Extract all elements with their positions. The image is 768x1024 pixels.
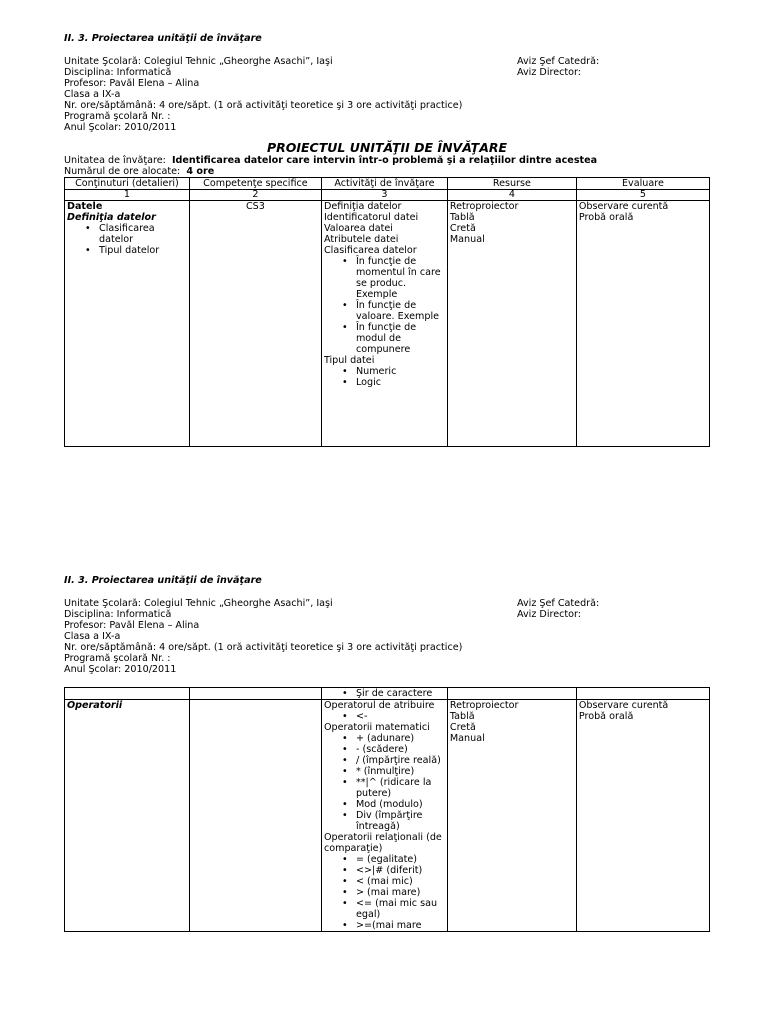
table-header-row (65, 178, 710, 190)
resource-item: Tablă (449, 711, 475, 722)
school-year-line: Anul Şcolar: 2010/2011 (64, 122, 177, 133)
activity-item: Definiţia datelor (323, 201, 402, 212)
content-subtitle: Definiţia datelor (67, 212, 156, 223)
contents-cell (65, 201, 190, 447)
list-item: • Clasificarea datelor (99, 223, 187, 245)
empty-cell (447, 688, 576, 700)
activity-sublist (324, 733, 445, 832)
list-item: • Tipul datelor (99, 245, 187, 256)
resource-item: Retroproiector (449, 700, 519, 711)
column-number: 1 (65, 190, 190, 201)
empty-cell (189, 688, 321, 700)
activity-item: Operatorul de atribuire (323, 700, 435, 711)
activity-sublist (324, 854, 445, 931)
project-title: PROIECTUL UNITĂŢII DE ÎNVĂŢARE (266, 140, 508, 155)
evaluation-item: Observare curentă (578, 201, 669, 212)
activity-item: Identificatorul datei (323, 212, 419, 223)
section-title: II. 3. Proiectarea unităţii de învăţare (64, 33, 262, 44)
school-line: Unitate Şcolară: Colegiul Tehnic „Gheorghe Asachi”, Iaşi (64, 56, 333, 67)
evaluation-item: Probă orală (578, 212, 634, 223)
column-header-evaluation: Evaluare (576, 178, 709, 190)
competence-cell: CS3 (189, 201, 321, 447)
class-line: Clasa a IX-a (64, 631, 121, 642)
activity-item: Atributele datei (323, 234, 399, 245)
class-line: Clasa a IX-a (64, 89, 121, 100)
resource-item: Cretă (449, 722, 476, 733)
contents-cell (65, 700, 190, 932)
document-header (64, 598, 710, 675)
school-year-line: Anul Şcolar: 2010/2011 (64, 664, 177, 675)
list-item: • Şir de caractere (356, 688, 445, 699)
learning-unit-table-continued (64, 687, 710, 932)
list-item: • >=(mai mare (356, 920, 445, 931)
hours-value: 4 ore (186, 166, 215, 177)
column-header-contents: Conţinuturi (detalieri) (65, 178, 190, 190)
list-item: • Numeric (356, 366, 445, 377)
activity-sublist (324, 366, 445, 388)
page-1 (64, 33, 710, 447)
activity-item: Tipul datei (323, 355, 375, 366)
activity-sublist (324, 256, 445, 355)
school-line: Unitate Şcolară: Colegiul Tehnic „Gheorghe Asachi”, Iaşi (64, 598, 333, 609)
evaluation-cell (576, 700, 709, 932)
teacher-line: Profesor: Pavăl Elena – Alina (64, 620, 200, 631)
evaluation-item: Probă orală (578, 711, 634, 722)
activities-cell (321, 201, 447, 447)
teacher-line: Profesor: Pavăl Elena – Alina (64, 78, 200, 89)
list-item: • > (mai mare) (356, 887, 445, 898)
list-item: • - (scădere) (356, 744, 445, 755)
evaluation-cell (576, 201, 709, 447)
resource-item: Cretă (449, 223, 476, 234)
resource-item: Manual (449, 733, 485, 744)
empty-cell (65, 688, 190, 700)
table-row (65, 688, 710, 700)
column-number: 2 (189, 190, 321, 201)
column-number-row (65, 190, 710, 201)
discipline-line: Disciplina: Informatică (64, 67, 172, 78)
activities-cell (321, 688, 447, 700)
list-item: • = (egalitate) (356, 854, 445, 865)
list-item: • <- (356, 711, 445, 722)
empty-cell (576, 688, 709, 700)
column-header-competences: Competenţe specifice (189, 178, 321, 190)
unit-label: Unitatea de învăţare: (64, 155, 166, 166)
activities-cell (321, 700, 447, 932)
column-number: 3 (321, 190, 447, 201)
activity-sublist (324, 711, 445, 722)
column-header-resources: Resurse (447, 178, 576, 190)
list-item: • Mod (modulo) (356, 799, 445, 810)
column-number: 5 (576, 190, 709, 201)
evaluation-item: Observare curentă (578, 700, 669, 711)
unit-line (64, 155, 710, 166)
aviz-sef-catedra: Aviz Şef Catedră: (517, 56, 600, 67)
list-item: • În funcţie de modul de compunere (356, 322, 445, 355)
list-item: • **|^ (ridicare la putere) (356, 777, 445, 799)
activity-item: Operatorii relaţionali (de comparaţie) (323, 832, 442, 854)
resource-item: Retroproiector (449, 201, 519, 212)
unit-value: Identificarea datelor care intervin într-o problemă şi a relaţiilor dintre acestea (171, 155, 598, 166)
activity-item: Operatorii matematici (323, 722, 430, 733)
discipline-line: Disciplina: Informatică (64, 609, 172, 620)
list-item: • / (împărţire reală) (356, 755, 445, 766)
list-item: • În funcţie de momentul în care se produc. Exemple (356, 256, 445, 300)
column-number: 4 (447, 190, 576, 201)
activity-item: Clasificarea datelor (323, 245, 417, 256)
content-title: Datele (67, 201, 103, 212)
content-list (67, 223, 187, 256)
document-header (64, 56, 710, 133)
list-item: • <>|# (diferit) (356, 865, 445, 876)
hours-line (64, 166, 710, 177)
activity-item: Valoarea datei (323, 223, 393, 234)
list-item: • Logic (356, 377, 445, 388)
list-item: • < (mai mic) (356, 876, 445, 887)
aviz-sef-catedra: Aviz Şef Catedră: (517, 598, 600, 609)
resources-cell (447, 700, 576, 932)
aviz-director: Aviz Director: (517, 609, 582, 620)
resources-cell (447, 201, 576, 447)
list-item: • + (adunare) (356, 733, 445, 744)
table-row (65, 201, 710, 447)
activity-sublist (324, 688, 445, 699)
page-2 (64, 575, 710, 932)
learning-unit-table (64, 177, 710, 447)
section-title: II. 3. Proiectarea unităţii de învăţare (64, 575, 262, 586)
hours-per-week-line: Nr. ore/săptămână: 4 ore/săpt. (1 oră activităţi teoretice şi 3 ore activităţi practice) (64, 100, 463, 111)
program-line: Programă şcolară Nr. : (64, 653, 171, 664)
aviz-director: Aviz Director: (517, 67, 582, 78)
list-item: • Div (împărţire întreagă) (356, 810, 445, 832)
list-item: • * (înmulţire) (356, 766, 445, 777)
hours-label: Numărul de ore alocate: (64, 166, 181, 177)
program-line: Programă şcolară Nr. : (64, 111, 171, 122)
content-title: Operatorii (67, 700, 123, 711)
competence-cell (189, 700, 321, 932)
list-item: • <= (mai mic sau egal) (356, 898, 445, 920)
table-row (65, 700, 710, 932)
resource-item: Tablă (449, 212, 475, 223)
resource-item: Manual (449, 234, 485, 245)
column-header-activities: Activităţi de învăţare (321, 178, 447, 190)
list-item: • În funcţie de valoare. Exemple (356, 300, 445, 322)
hours-per-week-line: Nr. ore/săptămână: 4 ore/săpt. (1 oră activităţi teoretice şi 3 ore activităţi practice) (64, 642, 463, 653)
